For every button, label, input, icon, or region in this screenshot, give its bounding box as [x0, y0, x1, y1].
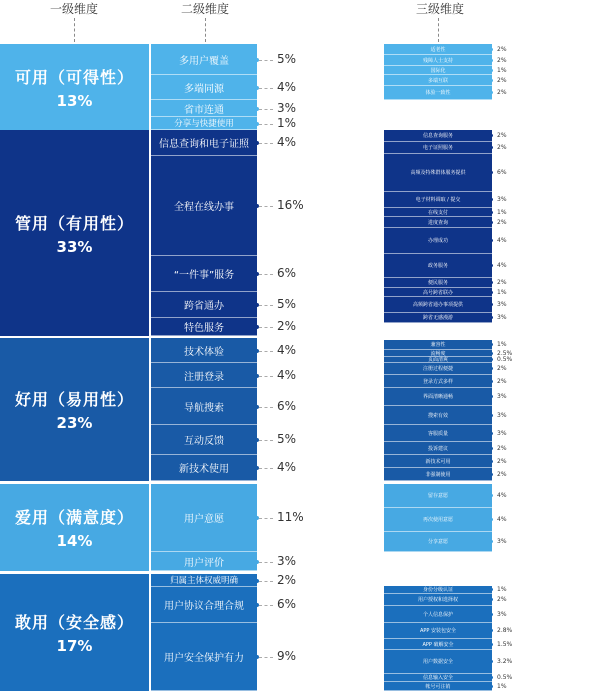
level3-item: 电子证照服务: [384, 142, 492, 154]
level3-percent: 2%: [497, 279, 507, 286]
level1-block: [0, 338, 149, 481]
level3-item: 帐号可注销: [384, 682, 492, 691]
level2-percent: 5%: [277, 51, 297, 66]
level3-item: 信息输入安全: [384, 674, 492, 682]
level3-item: 用户授权和选择权: [384, 594, 492, 606]
level3-connector-dot: [490, 676, 493, 679]
level1-percent: 23%: [56, 414, 93, 432]
level2-percent: 6%: [277, 398, 297, 413]
level3-connector-dot: [490, 91, 493, 94]
level3-item: 非强制使用: [384, 468, 492, 481]
level2-guide-line: [259, 305, 273, 306]
level3-connector-dot: [490, 494, 493, 497]
level3-percent: 1%: [497, 586, 507, 593]
level3-connector-dot: [490, 460, 493, 463]
level3-item: 再次使用意愿: [384, 508, 492, 532]
level3-percent: 2%: [497, 45, 507, 53]
level2-guide-line: [259, 206, 273, 207]
level2-guide-line: [259, 376, 273, 377]
level3-item: 国际化: [384, 66, 492, 75]
level3-item: APP 安装包安全: [384, 623, 492, 639]
level3-percent: 0.5%: [497, 674, 513, 681]
level2-guide-line: [259, 109, 273, 110]
level1-percent: 14%: [56, 532, 93, 550]
level1-block: [0, 44, 149, 130]
level3-percent: 2%: [497, 76, 507, 84]
level2-item: 分享与快捷使用: [151, 117, 257, 130]
level2-guide-line: [259, 518, 273, 519]
level3-percent: 4%: [497, 492, 507, 499]
level2-item: 特色服务: [151, 318, 257, 336]
level3-item: 投诉建议: [384, 442, 492, 455]
level2-guide-line: [259, 351, 273, 352]
header-level2-connector: [205, 18, 206, 42]
level3-percent: 3%: [497, 301, 507, 308]
level1-percent: 17%: [56, 637, 93, 655]
level3-connector-dot: [490, 79, 493, 82]
level3-item: 身份分级认证: [384, 586, 492, 594]
level2-item: 用户协议合理合规: [151, 587, 257, 623]
level3-connector-dot: [490, 660, 493, 663]
level1-name: 可用（可得性）: [14, 67, 134, 87]
level3-percent: 2%: [497, 470, 507, 478]
level3-percent: 4%: [497, 237, 507, 244]
level3-percent: 2%: [497, 132, 507, 139]
level2-item: 归属主体权威明确: [151, 574, 257, 587]
level2-item: 全程在线办事: [151, 156, 257, 256]
level3-item: 电子材料调取 / 提交: [384, 192, 492, 208]
level2-item: 技术体验: [151, 338, 257, 363]
level3-connector-dot: [490, 414, 493, 417]
level3-connector-dot: [490, 343, 493, 346]
level1-name: 管用（有用性）: [14, 213, 134, 233]
level3-item: 登录方式多样: [384, 375, 492, 388]
level2-item: 导航搜索: [151, 388, 257, 425]
level2-percent: 9%: [277, 649, 297, 663]
level2-guide-line: [259, 124, 273, 125]
level2-item: 多用户覆盖: [151, 44, 257, 75]
level2-percent: 3%: [277, 553, 297, 568]
level3-item: 适老性: [384, 44, 492, 55]
level3-item: 用户数据安全: [384, 650, 492, 674]
level2-item: 省市连通: [151, 100, 257, 117]
header-level3-connector: [438, 18, 439, 42]
level3-connector-dot: [490, 69, 493, 72]
level3-connector-dot: [490, 518, 493, 521]
level3-connector-dot: [490, 59, 493, 62]
level1-block: [0, 484, 149, 571]
level2-item: 用户安全保护有力: [151, 623, 257, 691]
level3-percent: 3.2%: [497, 658, 513, 665]
level2-percent: 4%: [277, 79, 297, 94]
level2-percent: 1%: [277, 115, 297, 130]
level2-guide-line: [259, 657, 273, 658]
level3-connector-dot: [490, 629, 493, 632]
level3-percent: 1%: [497, 288, 507, 296]
level2-percent: 5%: [277, 432, 297, 446]
level3-connector-dot: [490, 447, 493, 450]
level3-connector-dot: [490, 48, 493, 51]
level3-item: 信息查询服务: [384, 130, 492, 142]
level2-guide-line: [259, 407, 273, 408]
level3-item: 便民服务: [384, 278, 492, 288]
level3-connector-dot: [490, 239, 493, 242]
level3-connector-dot: [490, 211, 493, 214]
level3-item: 搜索有效: [384, 406, 492, 425]
level2-percent: 2%: [277, 572, 297, 587]
level3-percent: 2%: [497, 218, 507, 226]
level3-percent: 1%: [497, 341, 507, 348]
level2-item: 新技术使用: [151, 455, 257, 481]
level3-percent: 3%: [497, 538, 507, 545]
level1-name: 爱用（满意度）: [14, 508, 134, 527]
level3-item: 多端互联: [384, 75, 492, 86]
level2-percent: 4%: [277, 460, 297, 474]
level1-block: [0, 130, 149, 336]
level3-connector-dot: [490, 432, 493, 435]
level2-percent: 4%: [277, 135, 297, 149]
level1-percent: 33%: [56, 237, 93, 256]
level3-percent: 0.5%: [497, 356, 513, 363]
header-level3: 三级维度: [415, 2, 464, 16]
level3-percent: 2%: [497, 444, 507, 452]
level3-percent: 1%: [497, 682, 507, 690]
level3-percent: 3%: [497, 610, 507, 618]
level2-percent: 16%: [277, 198, 304, 212]
level3-percent: 2%: [497, 377, 507, 385]
level2-percent: 2%: [277, 319, 297, 333]
level3-connector-dot: [490, 380, 493, 383]
level1-name: 敢用（安全感）: [14, 613, 134, 632]
level3-connector-dot: [490, 643, 493, 646]
level3-item: 分享意愿: [384, 532, 492, 552]
level2-guide-line: [259, 581, 273, 582]
level3-item: 个人信息保护: [384, 606, 492, 623]
level3-percent: 6%: [497, 169, 507, 176]
level2-item: “一件事”服务: [151, 256, 257, 292]
level3-item: 兼容性: [384, 340, 492, 350]
level1-name: 好用（易用性）: [14, 390, 134, 409]
level3-item: 客服质量: [384, 425, 492, 442]
level3-connector-dot: [490, 352, 493, 355]
level3-percent: 3%: [497, 314, 507, 321]
level3-connector-dot: [490, 291, 493, 294]
level3-connector-dot: [490, 303, 493, 306]
level2-guide-line: [259, 440, 273, 441]
level2-percent: 3%: [277, 100, 297, 115]
level3-percent: 2%: [497, 89, 507, 96]
level2-guide-line: [259, 605, 273, 606]
level2-guide-line: [259, 468, 273, 469]
level3-percent: 1%: [497, 208, 507, 216]
level2-guide-line: [259, 562, 273, 563]
level3-connector-dot: [490, 367, 493, 370]
header-level1-connector: [74, 18, 75, 42]
level2-item: 互动反馈: [151, 425, 257, 455]
level2-item: 注册登录: [151, 363, 257, 388]
level3-item: 政务服务: [384, 254, 492, 278]
level3-connector-dot: [490, 358, 493, 361]
level3-percent: 3%: [497, 429, 507, 437]
level2-guide-line: [259, 274, 273, 275]
level3-percent: 2%: [497, 596, 507, 603]
level3-item: 高频及特殊群体服务提供: [384, 154, 492, 192]
level2-item: 用户意愿: [151, 484, 257, 552]
level2-percent: 6%: [277, 597, 297, 611]
level2-percent: 4%: [277, 367, 297, 382]
level3-percent: 2%: [497, 56, 507, 64]
level3-percent: 2.5%: [497, 349, 513, 357]
level3-item: 残障人士支持: [384, 55, 492, 66]
level1-percent: 13%: [56, 91, 93, 110]
level3-connector-dot: [490, 221, 493, 224]
level3-connector-dot: [490, 613, 493, 616]
level2-guide-line: [259, 143, 273, 144]
level3-percent: 4%: [497, 516, 507, 523]
level3-connector-dot: [490, 134, 493, 137]
header-level1: 一级维度: [49, 2, 98, 16]
level3-item: 页面清爽: [384, 357, 492, 363]
level2-guide-line: [259, 88, 273, 89]
level3-connector-dot: [490, 588, 493, 591]
level3-item: APP 破解安全: [384, 639, 492, 650]
header-level2: 二级维度: [180, 2, 229, 16]
level3-connector-dot: [490, 316, 493, 319]
level3-percent: 3%: [497, 411, 507, 419]
level3-item: 流畅度: [384, 350, 492, 357]
level3-percent: 3%: [497, 393, 507, 400]
level2-percent: 6%: [277, 266, 297, 280]
level3-item: 跨省无感漫游: [384, 313, 492, 323]
level3-connector-dot: [490, 171, 493, 174]
level3-percent: 4%: [497, 262, 507, 269]
level3-item: 在线支付: [384, 208, 492, 217]
level3-item: 进度查询: [384, 217, 492, 228]
level2-item: 跨省通办: [151, 292, 257, 318]
level2-percent: 11%: [277, 510, 304, 524]
level3-percent: 2.8%: [497, 627, 513, 634]
level3-percent: 1.5%: [497, 640, 513, 648]
level2-item: 用户评价: [151, 552, 257, 571]
level3-connector-dot: [490, 685, 493, 688]
level3-item: 高频跨省通办事项提供: [384, 297, 492, 313]
level3-percent: 1%: [497, 66, 507, 74]
level3-connector-dot: [490, 395, 493, 398]
level3-percent: 3%: [497, 196, 507, 203]
level3-percent: 2%: [497, 365, 507, 372]
level3-item: 界面清晰通畅: [384, 388, 492, 406]
level3-percent: 2%: [497, 144, 507, 151]
level3-item: 高号跨省联办: [384, 288, 492, 297]
level2-item: 信息查询和电子证照: [151, 130, 257, 156]
level3-item: 办理成功: [384, 228, 492, 254]
level2-guide-line: [259, 60, 273, 61]
level3-connector-dot: [490, 281, 493, 284]
level3-connector-dot: [490, 198, 493, 201]
level3-connector-dot: [490, 146, 493, 149]
level3-item: 体验一致性: [384, 86, 492, 100]
level2-guide-line: [259, 327, 273, 328]
level3-connector-dot: [490, 473, 493, 476]
level3-percent: 2%: [497, 457, 507, 465]
level2-item: 多端同源: [151, 75, 257, 100]
level3-item: 留存意愿: [384, 484, 492, 508]
level2-percent: 5%: [277, 297, 297, 311]
level3-connector-dot: [490, 540, 493, 543]
level1-block: [0, 574, 149, 691]
level3-connector-dot: [490, 598, 493, 601]
level2-percent: 4%: [277, 342, 297, 357]
level3-connector-dot: [490, 264, 493, 267]
level3-item: 新技术可用: [384, 455, 492, 468]
level3-item: 注册过程便捷: [384, 363, 492, 375]
